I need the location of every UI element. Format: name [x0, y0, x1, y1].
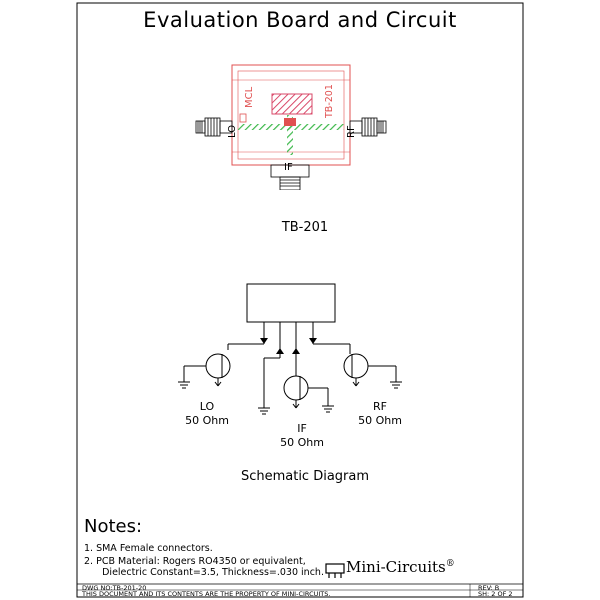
schematic-lo-label: LO 50 Ohm [185, 400, 229, 427]
note-item: 1. SMA Female connectors. [84, 543, 213, 554]
schematic-caption: Schematic Diagram [240, 469, 370, 484]
property-disclaimer: THIS DOCUMENT AND ITS CONTENTS ARE THE PROPERTY OF MINI-CIRCUITS. [82, 590, 331, 598]
silk-mcl: MCL [244, 86, 255, 108]
mini-circuits-logo-icon [324, 560, 346, 580]
evaluation-board [180, 60, 420, 190]
board-label: TB-201 [281, 220, 329, 235]
sheet-number: SH: 2 OF 2 [478, 590, 513, 598]
page-title: Evaluation Board and Circuit [143, 8, 457, 32]
schematic-rf-label: RF 50 Ohm [358, 400, 402, 427]
mini-circuits-logo: Mini-Circuits® [346, 558, 455, 576]
board-port-lo: LO [227, 124, 238, 138]
board-port-if: IF [284, 162, 293, 173]
board-port-rf: RF [346, 125, 357, 138]
schematic-if-label: IF 50 Ohm [280, 422, 324, 449]
note-item: 2. PCB Material: Rogers RO4350 or equivalent, [84, 556, 306, 567]
drawing-number: DWG NO:TB-201-20 [82, 584, 147, 592]
notes-heading: Notes: [84, 516, 143, 537]
revision: REV: B [478, 584, 500, 592]
note-item: Dielectric Constant=3.5, Thickness=.030 inch. [84, 567, 324, 578]
silk-tb: TB-201 [324, 84, 335, 118]
